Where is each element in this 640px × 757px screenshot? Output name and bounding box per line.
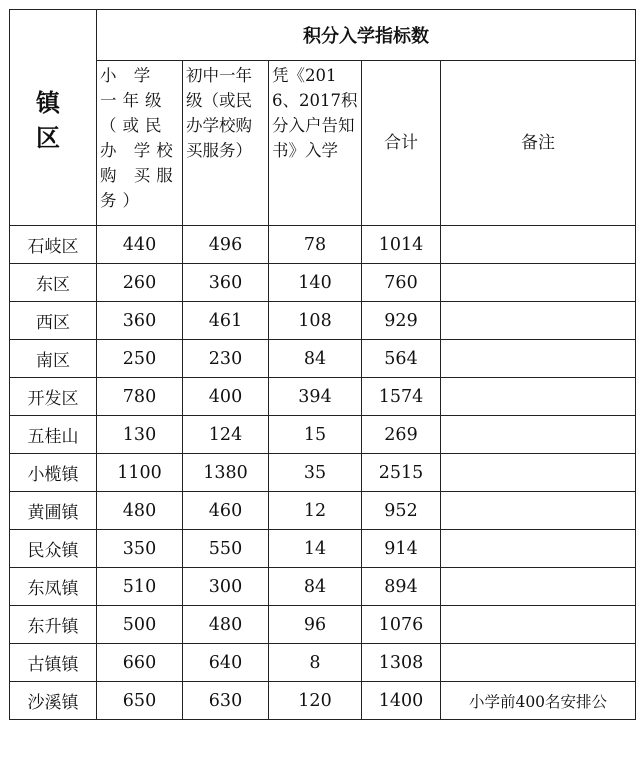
cell-certificate: 78	[269, 226, 362, 264]
cell-district: 西区	[10, 302, 97, 340]
table-row	[10, 606, 636, 644]
header-note: 备注	[441, 61, 636, 226]
cell-junior: 480	[183, 606, 269, 644]
cell-junior: 640	[183, 644, 269, 682]
cell-total: 914	[362, 530, 441, 568]
cell-junior: 124	[183, 416, 269, 454]
cell-note	[441, 492, 636, 530]
cell-district: 东升镇	[10, 606, 97, 644]
cell-junior: 461	[183, 302, 269, 340]
cell-primary: 130	[97, 416, 183, 454]
table-row	[10, 568, 636, 606]
cell-total: 929	[362, 302, 441, 340]
cell-certificate: 12	[269, 492, 362, 530]
cell-district: 古镇镇	[10, 644, 97, 682]
cell-junior: 460	[183, 492, 269, 530]
cell-primary: 360	[97, 302, 183, 340]
cell-junior: 1380	[183, 454, 269, 492]
cell-note	[441, 454, 636, 492]
cell-junior: 300	[183, 568, 269, 606]
cell-district: 石岐区	[10, 226, 97, 264]
cell-district: 五桂山	[10, 416, 97, 454]
cell-certificate: 84	[269, 340, 362, 378]
cell-district: 黄圃镇	[10, 492, 97, 530]
cell-note	[441, 302, 636, 340]
cell-junior: 230	[183, 340, 269, 378]
cell-total: 1574	[362, 378, 441, 416]
cell-total: 269	[362, 416, 441, 454]
cell-district: 东区	[10, 264, 97, 302]
cell-certificate: 84	[269, 568, 362, 606]
cell-note	[441, 340, 636, 378]
cell-total: 1014	[362, 226, 441, 264]
cell-certificate: 96	[269, 606, 362, 644]
cell-certificate: 140	[269, 264, 362, 302]
quota-table	[9, 9, 636, 720]
cell-total: 760	[362, 264, 441, 302]
cell-total: 564	[362, 340, 441, 378]
cell-primary: 480	[97, 492, 183, 530]
table-row	[10, 682, 636, 720]
cell-total: 952	[362, 492, 441, 530]
cell-note	[441, 606, 636, 644]
cell-total: 1400	[362, 682, 441, 720]
cell-note	[441, 416, 636, 454]
cell-certificate: 108	[269, 302, 362, 340]
cell-note	[441, 530, 636, 568]
cell-note	[441, 226, 636, 264]
cell-district: 南区	[10, 340, 97, 378]
cell-primary: 650	[97, 682, 183, 720]
table-row	[10, 644, 636, 682]
cell-certificate: 35	[269, 454, 362, 492]
table-row	[10, 492, 636, 530]
cell-primary: 500	[97, 606, 183, 644]
cell-primary: 440	[97, 226, 183, 264]
header-total: 合计	[362, 61, 441, 226]
cell-junior: 550	[183, 530, 269, 568]
cell-primary: 250	[97, 340, 183, 378]
table-row	[10, 454, 636, 492]
cell-primary: 660	[97, 644, 183, 682]
cell-primary: 1100	[97, 454, 183, 492]
cell-district: 民众镇	[10, 530, 97, 568]
header-junior-grade1: 初中一年级（或民办学校购买服务）	[183, 61, 269, 226]
cell-junior: 360	[183, 264, 269, 302]
cell-district: 东凤镇	[10, 568, 97, 606]
cell-district: 小榄镇	[10, 454, 97, 492]
cell-certificate: 394	[269, 378, 362, 416]
cell-total: 1308	[362, 644, 441, 682]
cell-primary: 350	[97, 530, 183, 568]
cell-certificate: 14	[269, 530, 362, 568]
cell-note	[441, 644, 636, 682]
cell-certificate: 8	[269, 644, 362, 682]
cell-total: 894	[362, 568, 441, 606]
table-row	[10, 416, 636, 454]
cell-note	[441, 264, 636, 302]
cell-certificate: 15	[269, 416, 362, 454]
cell-junior: 496	[183, 226, 269, 264]
cell-total: 1076	[362, 606, 441, 644]
cell-certificate: 120	[269, 682, 362, 720]
cell-note	[441, 378, 636, 416]
cell-junior: 400	[183, 378, 269, 416]
table-row	[10, 378, 636, 416]
cell-primary: 260	[97, 264, 183, 302]
header-group-title: 积分入学指标数	[97, 10, 636, 61]
header-district: 镇 区	[10, 10, 97, 226]
table-row	[10, 302, 636, 340]
cell-district: 沙溪镇	[10, 682, 97, 720]
cell-note	[441, 568, 636, 606]
table-row	[10, 340, 636, 378]
cell-primary: 780	[97, 378, 183, 416]
cell-total: 2515	[362, 454, 441, 492]
cell-district: 开发区	[10, 378, 97, 416]
table-row	[10, 530, 636, 568]
header-primary-grade1: 小 学 一年级（或民 办 学校 购 买服务）	[97, 61, 183, 226]
cell-note: 小学前400名安排公	[441, 682, 636, 720]
header-certificate: 凭《2016、2017积分入户告知书》入学	[269, 61, 362, 226]
cell-junior: 630	[183, 682, 269, 720]
table-row	[10, 264, 636, 302]
table-row	[10, 226, 636, 264]
cell-primary: 510	[97, 568, 183, 606]
